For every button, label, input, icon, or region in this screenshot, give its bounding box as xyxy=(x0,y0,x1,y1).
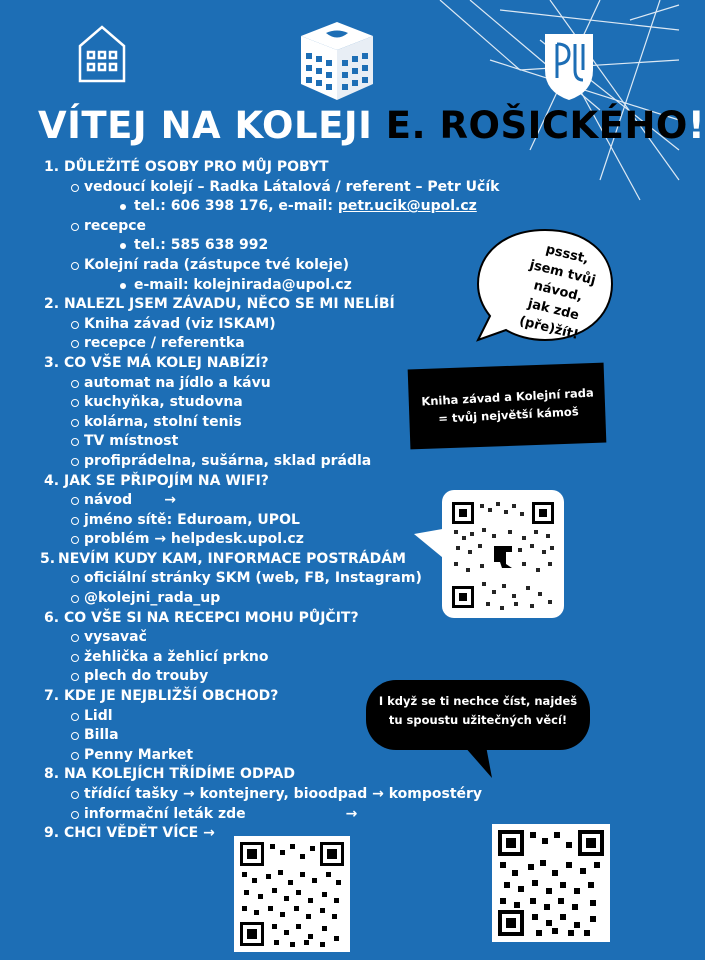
email-link[interactable]: petr.ucik@upol.cz xyxy=(337,198,477,215)
qr-code-leaflet[interactable] xyxy=(234,836,350,952)
list-item: plech do trouby xyxy=(44,667,514,687)
university-logo xyxy=(541,30,597,102)
section-2-heading: 2. NALEZL JSEM ZÁVADU, NĚCO SE MI NELÍBÍ xyxy=(44,296,395,313)
list-item: návod → xyxy=(44,491,514,511)
section-4-heading: 4. JAK SE PŘIPOJÍM NA WIFI? xyxy=(44,472,269,489)
section-9-heading: 9. CHCI VĚDĚT VÍCE → xyxy=(44,825,215,842)
qr-code-icon xyxy=(442,490,564,618)
dormitory-cube-logo xyxy=(298,20,376,102)
list-item: automat na jídlo a kávu xyxy=(44,374,514,394)
list-subitem: tel.: 606 398 176, e-mail: petr.ucik@upol.cz xyxy=(44,197,514,217)
section-6-heading: 6. CO VŠE SI NA RECEPCI MOHU PŮJČIT? xyxy=(44,609,359,626)
list-subitem: e-mail: kolejnirada@upol.cz xyxy=(44,276,514,296)
list-subitem: tel.: 585 638 992 xyxy=(44,236,514,256)
list-item: recepce / referentka xyxy=(44,334,514,354)
list-item: kuchyňka, studovna xyxy=(44,393,514,413)
list-item: kolárna, stolní tenis xyxy=(44,413,514,433)
list-item: informační leták zde → xyxy=(44,805,514,825)
section-5-heading: 5. NEVÍM KUDY KAM, INFORMACE POSTRÁDÁM xyxy=(40,550,406,567)
bubble-cist-text: I když se ti nechce číst, najdeš tu spoustu užitečných věcí! xyxy=(378,694,578,727)
list-item: Lidl xyxy=(44,707,514,727)
building-icon xyxy=(76,24,128,84)
list-item: Billa xyxy=(44,726,514,746)
section-3-heading: 3. CO VŠE MÁ KOLEJ NABÍZÍ? xyxy=(44,354,269,371)
title-part1: VÍTEJ NA KOLEJI xyxy=(38,104,386,147)
list-item: Kniha závad (viz ISKAM) xyxy=(44,315,514,335)
qr-code-icon xyxy=(234,836,350,952)
list-item: recepce xyxy=(44,217,514,237)
section-1-heading: 1. DŮLEŽITÉ OSOBY PRO MŮJ POBYT xyxy=(44,159,329,175)
list-item: třídící tašky → kontejnery, bioodpad → kompostéry xyxy=(44,785,514,805)
list-item: jméno sítě: Eduroam, UPOL xyxy=(44,511,514,531)
list-item: vysavač xyxy=(44,628,514,648)
list-item: žehlička a žehlicí prkno xyxy=(44,648,514,668)
qr-code-wifi[interactable] xyxy=(442,490,564,618)
list-item: @kolejni_rada_up xyxy=(44,589,514,609)
list-item: TV místnost xyxy=(44,432,514,452)
section-8-heading: 8. NA KOLEJÍCH TŘÍDÍME ODPAD xyxy=(44,766,296,783)
title-excl: ! xyxy=(687,104,705,147)
qr-code-more-info[interactable] xyxy=(492,824,610,942)
page-title xyxy=(38,104,705,147)
title-part2: E. ROŠICKÉHO xyxy=(385,104,688,147)
list-item: problém → helpdesk.upol.cz xyxy=(44,530,514,550)
qr-code-icon xyxy=(492,824,610,942)
bubble-pssst-text: pssst, jsem tvůj návod, jak zde (pře)žít! xyxy=(517,242,598,343)
list-item: profiprádelna, sušárna, sklad prádla xyxy=(44,452,514,472)
section-7-heading: 7. KDE JE NEJBLIŽŠÍ OBCHOD? xyxy=(44,688,279,705)
list-item: Kolejní rada (zástupce tvé koleje) xyxy=(44,256,514,276)
list-item: vedoucí kolejí – Radka Látalová / referent – Petr Učík xyxy=(44,178,514,198)
list-item: Penny Market xyxy=(44,746,514,766)
bubble-kniha-text: Kniha závad a Kolejní rada = tvůj největší kámoš xyxy=(420,385,595,426)
list-item: oficiální stránky SKM (web, FB, Instagram) xyxy=(44,569,514,589)
